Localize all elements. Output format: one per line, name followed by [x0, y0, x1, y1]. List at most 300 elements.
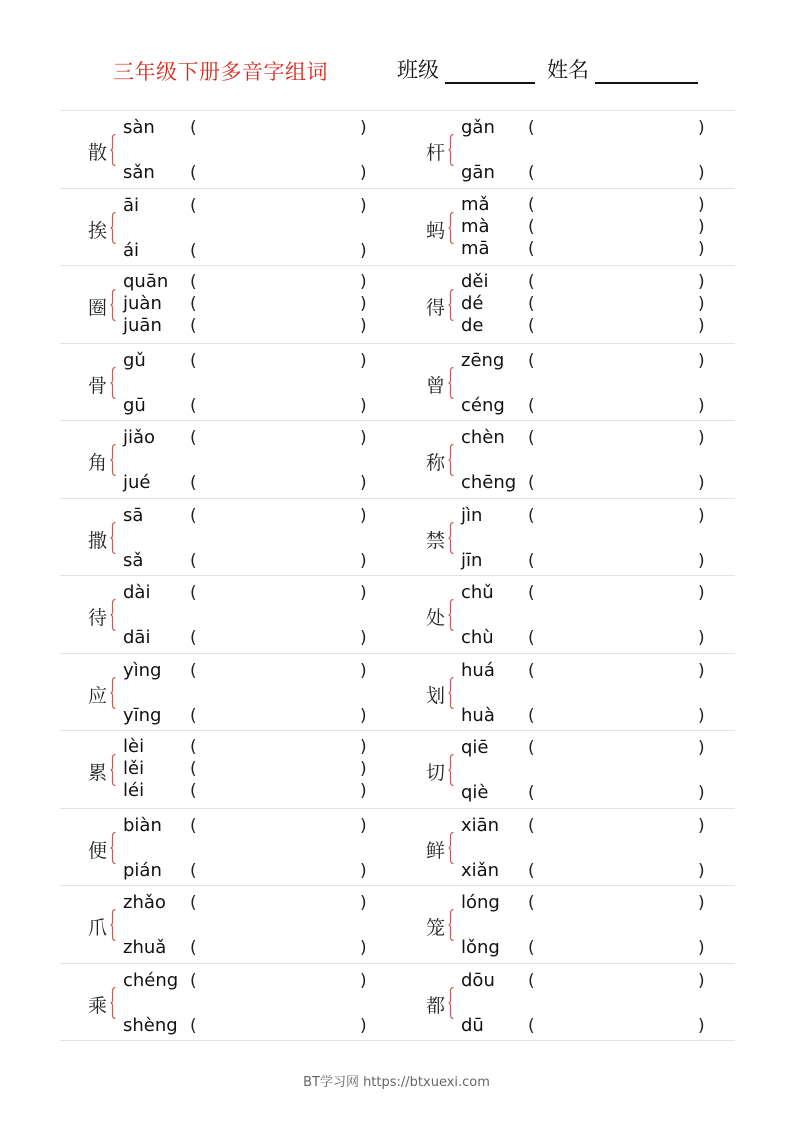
reading-line — [461, 472, 731, 494]
polyphone-entry — [398, 266, 736, 343]
table-row — [60, 498, 735, 576]
word-answer-blank[interactable] — [545, 629, 695, 647]
table-row — [60, 343, 735, 421]
word-answer-blank[interactable] — [545, 196, 695, 214]
word-answer-blank[interactable] — [545, 429, 695, 447]
character: 蚂 — [426, 219, 446, 242]
word-answer-blank[interactable] — [545, 1017, 695, 1035]
polyphone-table — [60, 110, 735, 1041]
word-answer-blank[interactable] — [207, 894, 357, 912]
reading-line — [461, 315, 731, 337]
reading-line — [123, 350, 393, 372]
word-answer-blank[interactable] — [207, 352, 357, 370]
table-row — [60, 885, 735, 963]
reading-line — [461, 860, 731, 882]
character: 杆 — [426, 142, 446, 164]
close-paren: ) — [360, 272, 367, 292]
character: 撒 — [88, 529, 108, 552]
word-answer-blank[interactable] — [545, 295, 695, 313]
open-paren: ( — [190, 781, 197, 801]
open-paren: ( — [528, 583, 535, 603]
pinyin: yīng — [123, 704, 162, 726]
open-paren: ( — [528, 1015, 535, 1036]
word-answer-blank[interactable] — [545, 164, 695, 182]
curly-brace-icon — [110, 134, 116, 166]
word-answer-blank[interactable] — [207, 584, 357, 602]
open-paren: ( — [528, 505, 535, 526]
reading-line — [461, 238, 731, 260]
reading-list — [461, 809, 731, 886]
close-paren: ) — [698, 783, 705, 803]
reading-line — [123, 195, 393, 217]
reading-line — [461, 117, 731, 139]
close-paren: ) — [360, 505, 367, 526]
pinyin: gǔ — [123, 349, 146, 371]
polyphone-entry — [398, 576, 736, 653]
word-answer-blank[interactable] — [545, 862, 695, 880]
close-paren: ) — [698, 216, 705, 237]
character: 圈 — [88, 297, 108, 319]
close-paren: ) — [698, 1015, 705, 1036]
character: 鲜 — [426, 839, 446, 862]
character: 称 — [426, 452, 446, 474]
character: 划 — [426, 684, 446, 707]
reading-line — [123, 780, 393, 802]
pinyin: chǔ — [461, 582, 494, 603]
open-paren: ( — [190, 550, 197, 571]
pinyin: ái — [123, 239, 140, 261]
character: 切 — [426, 762, 446, 784]
close-paren: ) — [698, 395, 705, 416]
curly-brace-icon — [448, 367, 454, 399]
close-paren: ) — [360, 350, 367, 371]
close-paren: ) — [360, 1015, 367, 1036]
open-paren: ( — [190, 893, 197, 913]
open-paren: ( — [190, 240, 197, 261]
curly-brace-icon — [110, 909, 116, 941]
polyphone-entry — [60, 344, 398, 421]
name-field — [547, 54, 698, 84]
word-answer-blank[interactable] — [207, 242, 357, 260]
close-paren: ) — [360, 938, 367, 958]
character: 挨 — [88, 219, 108, 242]
polyphone-entry — [60, 731, 398, 808]
polyphone-entry — [60, 499, 398, 576]
reading-list — [461, 654, 731, 731]
pinyin: dū — [461, 1014, 484, 1036]
pinyin: qiē — [461, 737, 489, 758]
close-paren: ) — [698, 118, 705, 138]
pinyin: jīn — [461, 549, 483, 571]
pinyin: jìn — [461, 504, 483, 526]
open-paren: ( — [528, 194, 535, 215]
character: 骨 — [88, 374, 108, 397]
reading-line — [461, 892, 731, 914]
word-answer-blank[interactable] — [207, 1017, 357, 1035]
reading-list — [461, 964, 731, 1041]
polyphone-entry — [398, 111, 736, 188]
reading-list — [123, 809, 393, 886]
close-paren: ) — [360, 163, 367, 183]
reading-line — [123, 892, 393, 914]
close-paren: ) — [360, 583, 367, 603]
table-row — [60, 653, 735, 731]
curly-brace-icon — [448, 754, 454, 786]
pinyin: xiān — [461, 814, 500, 836]
character: 处 — [426, 607, 446, 629]
reading-line — [461, 970, 731, 992]
close-paren: ) — [360, 860, 367, 881]
reading-line — [123, 315, 393, 337]
open-paren: ( — [528, 316, 535, 336]
word-answer-blank[interactable] — [207, 760, 357, 778]
pinyin: mǎ — [461, 193, 490, 215]
reading-list — [461, 344, 731, 421]
reading-line — [123, 427, 393, 449]
open-paren: ( — [190, 938, 197, 958]
close-paren: ) — [698, 316, 705, 336]
open-paren: ( — [528, 815, 535, 836]
word-answer-blank[interactable] — [545, 474, 695, 492]
pinyin: sǎ — [123, 549, 144, 571]
reading-line — [461, 505, 731, 527]
word-answer-blank[interactable] — [207, 507, 357, 525]
word-answer-blank[interactable] — [207, 817, 357, 835]
pinyin: chēng — [461, 472, 517, 493]
word-answer-blank[interactable] — [545, 584, 695, 602]
curly-brace-icon — [448, 212, 454, 244]
reading-line — [123, 240, 393, 262]
open-paren: ( — [528, 660, 535, 681]
polyphone-entry — [398, 731, 736, 808]
pinyin: huá — [461, 659, 495, 681]
pinyin: sā — [123, 504, 144, 526]
word-answer-blank[interactable] — [545, 894, 695, 912]
class-label: 班级 — [397, 58, 439, 82]
polyphone-entry — [398, 499, 736, 576]
table-row — [60, 730, 735, 808]
word-answer-blank[interactable] — [207, 295, 357, 313]
open-paren: ( — [528, 893, 535, 913]
open-paren: ( — [528, 473, 535, 493]
close-paren: ) — [698, 705, 705, 726]
open-paren: ( — [190, 428, 197, 448]
pinyin: de — [461, 315, 484, 336]
word-answer-blank[interactable] — [545, 707, 695, 725]
reading-line — [123, 293, 393, 315]
name-blank[interactable] — [595, 62, 698, 84]
polyphone-entry — [398, 964, 736, 1041]
character: 都 — [426, 994, 446, 1017]
reading-list — [123, 576, 393, 653]
pinyin: yìng — [123, 659, 162, 681]
reading-list — [461, 111, 731, 188]
word-answer-blank[interactable] — [545, 352, 695, 370]
open-paren: ( — [190, 583, 197, 603]
open-paren: ( — [528, 938, 535, 958]
reading-list — [123, 266, 393, 343]
reading-line — [123, 395, 393, 417]
reading-line — [461, 550, 731, 572]
open-paren: ( — [528, 550, 535, 571]
reading-line — [461, 660, 731, 682]
pinyin: děi — [461, 271, 489, 292]
pinyin: dài — [123, 582, 151, 603]
word-answer-blank[interactable] — [545, 397, 695, 415]
reading-line — [461, 194, 731, 216]
pinyin: lěi — [123, 758, 145, 779]
pinyin: sǎn — [123, 162, 155, 183]
close-paren: ) — [698, 860, 705, 881]
close-paren: ) — [698, 660, 705, 681]
open-paren: ( — [528, 628, 535, 648]
word-answer-blank[interactable] — [207, 119, 357, 137]
close-paren: ) — [360, 893, 367, 913]
word-answer-blank[interactable] — [207, 474, 357, 492]
open-paren: ( — [190, 294, 197, 314]
pinyin: lǒng — [461, 937, 500, 958]
character: 笼 — [426, 917, 446, 939]
reading-line — [123, 505, 393, 527]
reading-line — [123, 860, 393, 882]
reading-line — [123, 271, 393, 293]
pinyin: gǎn — [461, 117, 495, 138]
reading-line — [123, 705, 393, 727]
character: 禁 — [426, 529, 446, 552]
word-answer-blank[interactable] — [545, 939, 695, 957]
close-paren: ) — [698, 550, 705, 571]
character: 爪 — [88, 917, 108, 939]
table-row — [60, 420, 735, 498]
polyphone-entry — [60, 964, 398, 1041]
pinyin: chèn — [461, 427, 505, 448]
word-answer-blank[interactable] — [207, 273, 357, 291]
word-answer-blank[interactable] — [545, 784, 695, 802]
close-paren: ) — [360, 118, 367, 138]
open-paren: ( — [190, 628, 197, 648]
open-paren: ( — [528, 395, 535, 416]
curly-brace-icon — [110, 677, 116, 709]
polyphone-entry — [60, 576, 398, 653]
pinyin: céng — [461, 394, 505, 416]
reading-line — [123, 582, 393, 604]
reading-line — [461, 705, 731, 727]
reading-list — [123, 654, 393, 731]
pinyin: lèi — [123, 736, 145, 757]
word-answer-blank[interactable] — [207, 317, 357, 335]
word-answer-blank[interactable] — [545, 662, 695, 680]
word-answer-blank[interactable] — [207, 782, 357, 800]
open-paren: ( — [190, 737, 197, 757]
curly-brace-icon — [110, 522, 116, 554]
curly-brace-icon — [448, 444, 454, 476]
close-paren: ) — [698, 294, 705, 314]
class-field — [397, 54, 535, 84]
polyphone-entry — [60, 809, 398, 886]
close-paren: ) — [698, 938, 705, 958]
reading-line — [461, 815, 731, 837]
curly-brace-icon — [448, 289, 454, 321]
open-paren: ( — [528, 705, 535, 726]
word-answer-blank[interactable] — [207, 164, 357, 182]
close-paren: ) — [360, 240, 367, 261]
close-paren: ) — [698, 815, 705, 836]
curly-brace-icon — [110, 289, 116, 321]
pinyin: āi — [123, 194, 140, 216]
close-paren: ) — [360, 195, 367, 216]
word-answer-blank[interactable] — [207, 862, 357, 880]
open-paren: ( — [190, 473, 197, 493]
pinyin: dé — [461, 293, 484, 314]
reading-list — [123, 421, 393, 498]
word-answer-blank[interactable] — [545, 507, 695, 525]
curly-brace-icon — [448, 832, 454, 864]
character: 累 — [88, 762, 108, 784]
word-answer-blank[interactable] — [545, 317, 695, 335]
word-answer-blank[interactable] — [545, 273, 695, 291]
pinyin: zhǎo — [123, 892, 166, 913]
reading-list — [123, 964, 393, 1041]
polyphone-entry — [60, 654, 398, 731]
class-blank[interactable] — [445, 62, 535, 84]
word-answer-blank[interactable] — [207, 939, 357, 957]
word-answer-blank[interactable] — [207, 429, 357, 447]
reading-line — [461, 582, 731, 604]
reading-list — [461, 421, 731, 498]
pinyin: zhuǎ — [123, 937, 167, 958]
close-paren: ) — [360, 628, 367, 648]
word-answer-blank[interactable] — [207, 629, 357, 647]
reading-line — [123, 550, 393, 572]
character: 便 — [88, 839, 108, 862]
reading-line — [461, 737, 731, 759]
word-answer-blank[interactable] — [545, 972, 695, 990]
character: 曾 — [426, 374, 446, 397]
polyphone-entry — [398, 654, 736, 731]
character: 散 — [88, 142, 108, 164]
word-answer-blank[interactable] — [207, 197, 357, 215]
close-paren: ) — [698, 970, 705, 991]
polyphone-entry — [60, 421, 398, 498]
pinyin: dōu — [461, 969, 495, 991]
polyphone-entry — [398, 886, 736, 963]
word-answer-blank[interactable] — [545, 739, 695, 757]
open-paren: ( — [528, 860, 535, 881]
table-row — [60, 808, 735, 886]
open-paren: ( — [528, 118, 535, 138]
open-paren: ( — [528, 272, 535, 292]
close-paren: ) — [698, 272, 705, 292]
word-answer-blank[interactable] — [207, 397, 357, 415]
polyphone-entry — [60, 189, 398, 266]
polyphone-entry — [60, 266, 398, 343]
open-paren: ( — [190, 316, 197, 336]
curly-brace-icon — [110, 444, 116, 476]
pinyin: biàn — [123, 814, 162, 836]
open-paren: ( — [190, 163, 197, 183]
open-paren: ( — [190, 705, 197, 726]
polyphone-entry — [398, 421, 736, 498]
reading-list — [123, 731, 393, 808]
open-paren: ( — [190, 759, 197, 779]
word-answer-blank[interactable] — [545, 218, 695, 236]
reading-list — [123, 886, 393, 963]
open-paren: ( — [190, 1015, 197, 1036]
reading-line — [123, 1015, 393, 1037]
open-paren: ( — [190, 970, 197, 991]
word-answer-blank[interactable] — [545, 119, 695, 137]
close-paren: ) — [698, 505, 705, 526]
open-paren: ( — [528, 783, 535, 803]
reading-line — [123, 162, 393, 184]
word-answer-blank[interactable] — [207, 707, 357, 725]
close-paren: ) — [360, 759, 367, 779]
reading-line — [461, 782, 731, 804]
reading-list — [123, 344, 393, 421]
curly-brace-icon — [110, 212, 116, 244]
character: 角 — [88, 452, 108, 474]
word-answer-blank[interactable] — [207, 972, 357, 990]
reading-list — [461, 886, 731, 963]
close-paren: ) — [698, 194, 705, 215]
reading-line — [461, 350, 731, 372]
pinyin: shèng — [123, 1014, 178, 1036]
pinyin: qiè — [461, 782, 489, 803]
close-paren: ) — [698, 583, 705, 603]
close-paren: ) — [360, 550, 367, 571]
pinyin: gān — [461, 162, 495, 183]
word-answer-blank[interactable] — [207, 662, 357, 680]
open-paren: ( — [190, 272, 197, 292]
reading-list — [461, 731, 731, 808]
pinyin: chù — [461, 627, 494, 648]
reading-line — [123, 117, 393, 139]
curly-brace-icon — [448, 677, 454, 709]
polyphone-entry — [398, 344, 736, 421]
polyphone-entry — [60, 111, 398, 188]
curly-brace-icon — [110, 987, 116, 1019]
pinyin: gū — [123, 394, 146, 416]
pinyin: zēng — [461, 349, 505, 371]
word-answer-blank[interactable] — [545, 240, 695, 258]
curly-brace-icon — [110, 832, 116, 864]
reading-list — [123, 499, 393, 576]
open-paren: ( — [528, 238, 535, 259]
pinyin: sàn — [123, 117, 155, 138]
word-answer-blank[interactable] — [207, 738, 357, 756]
worksheet-title: 三年级下册多音字组词 — [113, 60, 328, 84]
close-paren: ) — [698, 738, 705, 758]
word-answer-blank[interactable] — [545, 817, 695, 835]
character: 应 — [88, 684, 108, 707]
word-answer-blank[interactable] — [207, 552, 357, 570]
reading-line — [461, 937, 731, 959]
close-paren: ) — [360, 294, 367, 314]
reading-line — [123, 472, 393, 494]
pinyin: juān — [123, 315, 162, 336]
reading-line — [461, 427, 731, 449]
name-label: 姓名 — [547, 58, 589, 82]
word-answer-blank[interactable] — [545, 552, 695, 570]
close-paren: ) — [360, 395, 367, 416]
polyphone-entry — [398, 809, 736, 886]
table-row — [60, 963, 735, 1042]
open-paren: ( — [528, 216, 535, 237]
reading-line — [461, 271, 731, 293]
pinyin: xiǎn — [461, 859, 500, 881]
reading-line — [123, 815, 393, 837]
open-paren: ( — [528, 350, 535, 371]
